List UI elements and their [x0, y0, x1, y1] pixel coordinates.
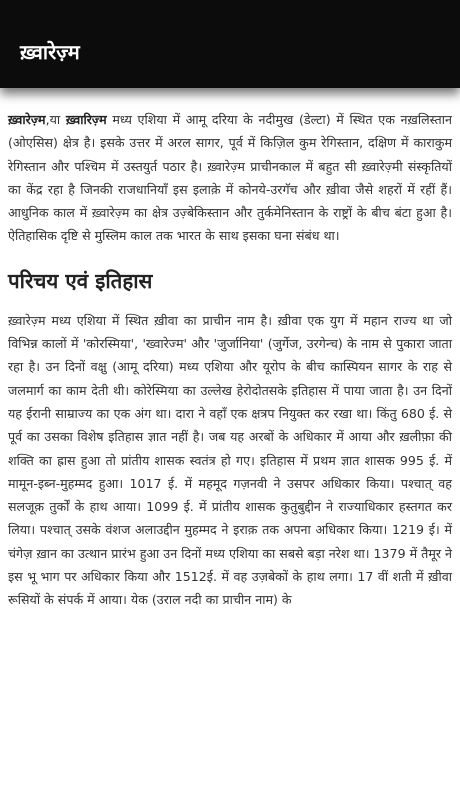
term-separator: ,या — [45, 112, 66, 127]
title-bar — [0, 0, 460, 88]
section-heading-history: परिचय एवं इतिहास — [8, 268, 153, 293]
term-khwarizm: ख़्वारिज़्म — [65, 112, 107, 127]
history-paragraph: ख़्वारेज़्म मध्य एशिया में स्थित ख़ीवा का प्राचीन नाम है। ख़ीवा एक युग में महान राज्य था जो विभिन्न कालों में 'कोरस्मिया', 'ख्वारेज्म' और 'जुर्जानिया' (जुर्गेज, उरगेन्च) के नाम से पुकारा जाता रहा है। उन दिनों वक्षु (आमू दरिया) मध्य एशिया और यूरोप के बीच कास्पियन सागर के राह से जलमार्ग का काम देती थी। कोरेस्मिया का उल्लेख हेरोदोतसके इतिहास में पाया जाता है। उन दिनों यह ईरानी साम्राज्य का एक अंग था। दारा ने वहाँ एक क्षत्रप नियुक्त कर रखा था। किंतु 680 ई. से पूर्व का उसका विशेष इतिहास ज्ञात नहीं है। जब यह अरबों के अधिकार में आया और ख़लीफ़ा की शक्ति का ह्रास हुआ तो प्रांतीय शासक स्वतंत्र हो गए। इतिहास में प्रथम ज्ञात शासक 995 ई. में मामून-इब्न-मुहम्मद हुआ। 1017 ई. में महमूद गज़नवी ने उसपर अधिकार किया। पश्चात् वह सलजूक़ तुर्कों के हाथ आया। 1099 ई. में प्रांतीय शासक कुतुबुद्दीन ने राज्याधिकार हस्तगत कर लिया। पश्चात् उसके वंशज अलाउद्दीन मुहम्मद ने इराक़ तक अपना अधिकार किया। 1219 ई। में चंगेज़ ख़ान का उत्थान प्रारंभ हुआ उन दिनों मध्य एशिया का सबसे बड़ा नरेश था। 1379 में तैमूर ने इस भू भाग पर अधिकार किया और 1512ई. में वह उज़बेकों के हाथ लगा। 17 वीं शती में ख़ीवा रूसियों के संपर्क में आया। येक (उराल नदी का प्राचीन नाम) के — [8, 312, 452, 608]
intro-paragraph — [8, 108, 452, 248]
article-content — [0, 88, 460, 612]
page-title: ख़्वारेज़्म — [20, 40, 80, 64]
term-khwarezm: ख़्वारेज़्म — [8, 112, 46, 127]
intro-text: मध्य एशिया में आमू दरिया के नदीमुख (डेल्टा) में स्थित एक नख़लिस्तान (ओएसिस) क्षेत्र है। इसके उत्तर में अरल सागर, पूर्व में किज़िल कुम रेगिस्तान, दक्षिण में काराकुम रेगिस्तान और पश्चिम में उस्तयुर्त पठार है। ख़्वारेज़्म प्राचीनकाल में बहुत सी ख़्वारेज़्मी संस्कृतियों का केंद्र रहा है जिनकी राजधानियाँ इस इलाक़े में कोनये-उरगॅच और ख़ीवा जैसे शहरों में रहीं हैं। आधुनिक काल में ख़्वारेज़्म का क्षेत्र उज़्बेकिस्तान और तुर्कमेनिस्तान के राष्ट्रों के बीच बंटा हुआ है। ऐतिहासिक दृष्टि से मुस्लिम काल तक भारत के साथ इसका घना संबंध था। — [8, 112, 452, 244]
